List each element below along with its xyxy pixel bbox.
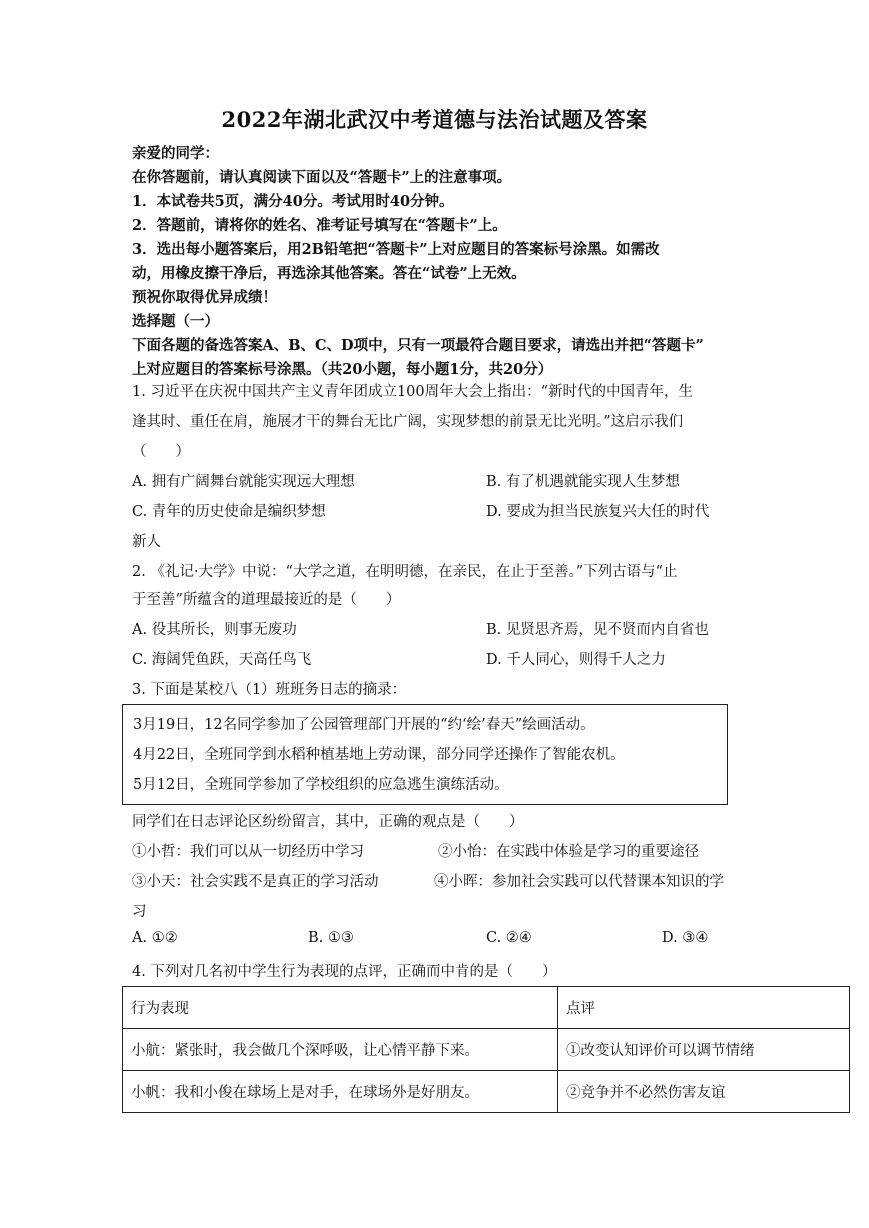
- section-instruction: 上对应题目的答案标号涂黑。（共20小题，每小题1分，共20分）: [132, 361, 553, 378]
- q2-option-a: A. 役其所长，则事无废功: [132, 622, 297, 638]
- table-cell: 小航：紧张时，我会做几个深呼吸，让心情平静下来。: [123, 1029, 558, 1071]
- q2-option-d: D. 千人同心，则得千人之力: [486, 652, 666, 668]
- q1-option-c: C. 青年的历史使命是编织梦想: [132, 504, 326, 520]
- column-header: 行为表现: [123, 987, 558, 1029]
- q1-option-a: A. 拥有广阔舞台就能实现远大理想: [132, 474, 355, 490]
- q3-statement-4: ④小晖：参加社会实践可以代替课本知识的学: [434, 874, 724, 890]
- q1-option-b: B. 有了机遇就能实现人生梦想: [486, 474, 680, 490]
- q1-option-d: D. 要成为担当民族复兴大任的时代: [486, 504, 710, 520]
- q3-option-c: C. ②④: [486, 930, 532, 946]
- q3-option-b: B. ①③: [308, 930, 354, 946]
- table-cell: ②竞争并不必然伤害友谊: [558, 1071, 850, 1113]
- q1-option-d-continued: 新人: [132, 534, 161, 550]
- q2-stem: 于至善”所蕴含的道理最接近的是（ ）: [132, 592, 401, 608]
- q2-option-b: B. 见贤思齐焉，见不贤而内自省也: [486, 622, 709, 638]
- q3-stem: 3. 下面是某校八（1）班班务日志的摘录：: [132, 682, 407, 698]
- q3-option-d: D. ③④: [662, 930, 709, 946]
- table-cell: ①改变认知评价可以调节情绪: [558, 1029, 850, 1071]
- greeting: 亲爱的同学：: [132, 145, 219, 162]
- q4-stem: 4. 下列对几名初中学生行为表现的点评，正确而中肯的是（ ）: [132, 964, 557, 980]
- document-title: 2022年湖北武汉中考道德与法治试题及答案: [221, 107, 648, 132]
- q3-statement-4-continued: 习: [132, 904, 147, 920]
- q1-stem: 逢其时、重任在肩，施展才干的舞台无比广阔，实现梦想的前景无比光明。”这启示我们: [132, 414, 684, 430]
- log-entry: 3月19日，12名同学参加了公园管理部门开展的“约‘绘’春天”绘画活动。: [133, 717, 595, 733]
- q1-stem: （ ）: [132, 444, 190, 460]
- section-heading: 选择题（一）: [132, 313, 219, 330]
- table-row: [123, 1071, 850, 1113]
- instruction-item: 1．本试卷共5页，满分40分。考试用时40分钟。: [132, 193, 454, 210]
- table-cell: 小帆：我和小俊在球场上是对手，在球场外是好朋友。: [123, 1071, 558, 1113]
- instruction-line: 在你答题前，请认真阅读下面以及“答题卡”上的注意事项。: [132, 169, 512, 186]
- q4-table: [122, 986, 850, 1113]
- log-entry: 5月12日，全班同学参加了学校组织的应急逃生演练活动。: [133, 777, 509, 793]
- q3-option-a: A. ①②: [132, 930, 178, 946]
- q1-stem: 1. 习近平在庆祝中国共产主义青年团成立100周年大会上指出：“新时代的中国青年，生: [132, 384, 694, 400]
- instruction-item-continued: 动，用橡皮擦干净后，再选涂其他答案。答在“试卷”上无效。: [132, 265, 526, 282]
- table-header-row: [123, 987, 850, 1029]
- good-luck-line: 预祝你取得优异成绩！: [132, 289, 277, 306]
- q3-prompt: 同学们在日志评论区纷纷留言，其中，正确的观点是（ ）: [132, 814, 524, 830]
- log-entry: 4月22日，全班同学到水稻种植基地上劳动课，部分同学还操作了智能农机。: [133, 747, 625, 763]
- section-instruction: 下面各题的备选答案A、B、C、D项中，只有一项最符合题目要求，请选出并把“答题卡”: [132, 337, 704, 354]
- column-header: 点评: [558, 987, 850, 1029]
- q2-stem: 2. 《礼记·大学》中说：“大学之道，在明明德，在亲民，在止于至善。”下列古语与“止: [132, 564, 678, 580]
- q3-statement-2: ②小怡：在实践中体验是学习的重要途径: [438, 844, 699, 860]
- q3-statement-1: ①小哲：我们可以从一切经历中学习: [132, 844, 364, 860]
- instruction-item: 3．选出每小题答案后，用2B铅笔把“答题卡”上对应题目的答案标号涂黑。如需改: [132, 241, 660, 258]
- table-row: [123, 1029, 850, 1071]
- q3-statement-3: ③小天：社会实践不是真正的学习活动: [132, 874, 379, 890]
- class-log-box: [122, 704, 728, 805]
- instruction-item: 2．答题前，请将你的姓名、准考证号填写在“答题卡”上。: [132, 217, 507, 234]
- q2-option-c: C. 海阔凭鱼跃，天高任鸟飞: [132, 652, 312, 668]
